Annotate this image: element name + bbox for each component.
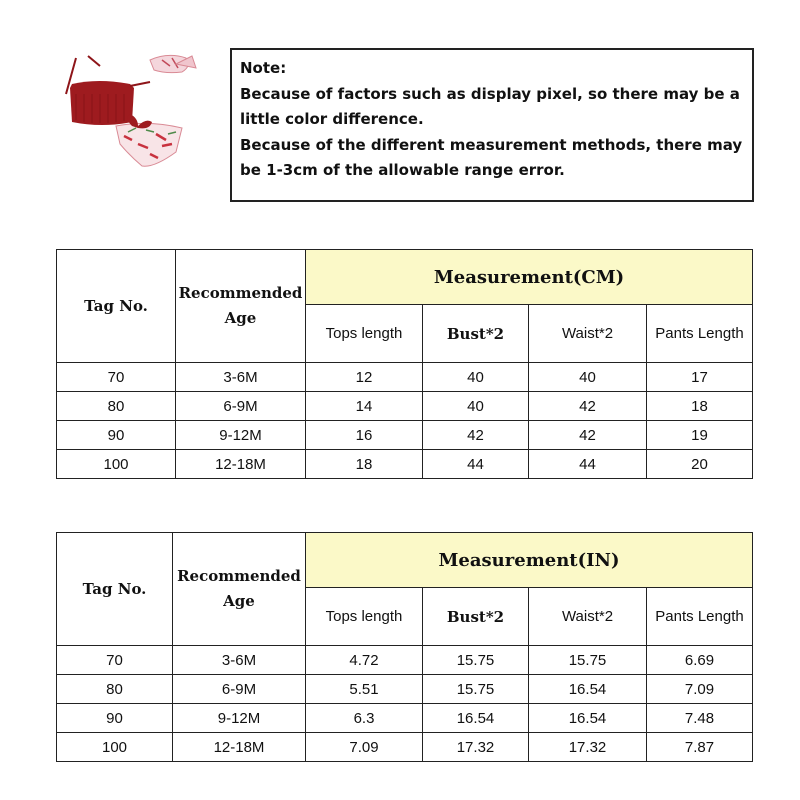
- header-tag-no: Tag No.: [57, 533, 173, 646]
- cell-bust: 42: [423, 421, 529, 450]
- header-bust: Bust*2: [423, 588, 529, 646]
- cell-pants: 6.69: [647, 646, 753, 675]
- size-table-cm: [56, 249, 753, 479]
- cell-tag: 70: [57, 363, 176, 392]
- cell-age: 3-6M: [173, 646, 306, 675]
- cell-age: 6-9M: [173, 675, 306, 704]
- header-recommended-age: Recommended Age: [173, 533, 306, 646]
- table-row: [57, 646, 753, 675]
- cell-tops: 18: [306, 450, 423, 479]
- cell-age: 12-18M: [173, 733, 306, 762]
- cell-waist: 40: [529, 363, 647, 392]
- swim-top-icon: [66, 56, 150, 125]
- cell-waist: 42: [529, 392, 647, 421]
- table-row: [57, 421, 753, 450]
- cell-tops: 12: [306, 363, 423, 392]
- cell-pants: 17: [647, 363, 753, 392]
- note-line-color: Because of factors such as display pixel, so there may be a little color difference.: [240, 84, 740, 128]
- cell-waist: 15.75: [529, 646, 647, 675]
- cell-age: 12-18M: [176, 450, 306, 479]
- cell-tops: 7.09: [306, 733, 423, 762]
- table-row: [57, 704, 753, 733]
- cell-age: 9-12M: [173, 704, 306, 733]
- cell-tag: 100: [57, 733, 173, 762]
- header-pants-length: Pants Length: [647, 305, 753, 363]
- cell-pants: 7.87: [647, 733, 753, 762]
- cell-bust: 40: [423, 392, 529, 421]
- header-recommended-age: Recommended Age: [176, 250, 306, 363]
- note-box: [230, 48, 754, 202]
- cell-tag: 90: [57, 421, 176, 450]
- cell-tops: 4.72: [306, 646, 423, 675]
- header-waist: Waist*2: [529, 305, 647, 363]
- cell-tag: 70: [57, 646, 173, 675]
- header-tops-length: Tops length: [306, 588, 423, 646]
- cell-bust: 17.32: [423, 733, 529, 762]
- cell-tops: 16: [306, 421, 423, 450]
- header-tag-no: Tag No.: [57, 250, 176, 363]
- table-row: [57, 675, 753, 704]
- cell-waist: 42: [529, 421, 647, 450]
- measurement-title: Measurement(IN): [306, 533, 753, 588]
- cell-waist: 16.54: [529, 704, 647, 733]
- cell-waist: 16.54: [529, 675, 647, 704]
- cell-pants: 20: [647, 450, 753, 479]
- header-tops-length: Tops length: [306, 305, 423, 363]
- header-pants-length: Pants Length: [647, 588, 753, 646]
- table-row: [57, 450, 753, 479]
- cell-tag: 100: [57, 450, 176, 479]
- cell-pants: 7.09: [647, 675, 753, 704]
- size-table-in: [56, 532, 753, 762]
- cell-tops: 6.3: [306, 704, 423, 733]
- cell-tag: 80: [57, 675, 173, 704]
- measurement-title: Measurement(CM): [306, 250, 753, 305]
- cell-bust: 40: [423, 363, 529, 392]
- cell-waist: 44: [529, 450, 647, 479]
- table-row: [57, 363, 753, 392]
- cell-pants: 18: [647, 392, 753, 421]
- product-image: [58, 48, 204, 168]
- headband-icon: [150, 55, 196, 72]
- cell-tag: 90: [57, 704, 173, 733]
- cell-bust: 15.75: [423, 675, 529, 704]
- cell-pants: 19: [647, 421, 753, 450]
- header-bust: Bust*2: [423, 305, 529, 363]
- note-title: Note:: [240, 59, 287, 77]
- cell-bust: 15.75: [423, 646, 529, 675]
- table-row: [57, 733, 753, 762]
- cell-tag: 80: [57, 392, 176, 421]
- cell-tops: 14: [306, 392, 423, 421]
- table-row: [57, 392, 753, 421]
- note-line-measurement: Because of the different measurement methods, there may be 1-3cm of the allowable range error.: [240, 135, 743, 179]
- cell-bust: 44: [423, 450, 529, 479]
- cell-age: 3-6M: [176, 363, 306, 392]
- cell-tops: 5.51: [306, 675, 423, 704]
- cell-waist: 17.32: [529, 733, 647, 762]
- header-waist: Waist*2: [529, 588, 647, 646]
- cell-pants: 7.48: [647, 704, 753, 733]
- cell-bust: 16.54: [423, 704, 529, 733]
- cell-age: 6-9M: [176, 392, 306, 421]
- cell-age: 9-12M: [176, 421, 306, 450]
